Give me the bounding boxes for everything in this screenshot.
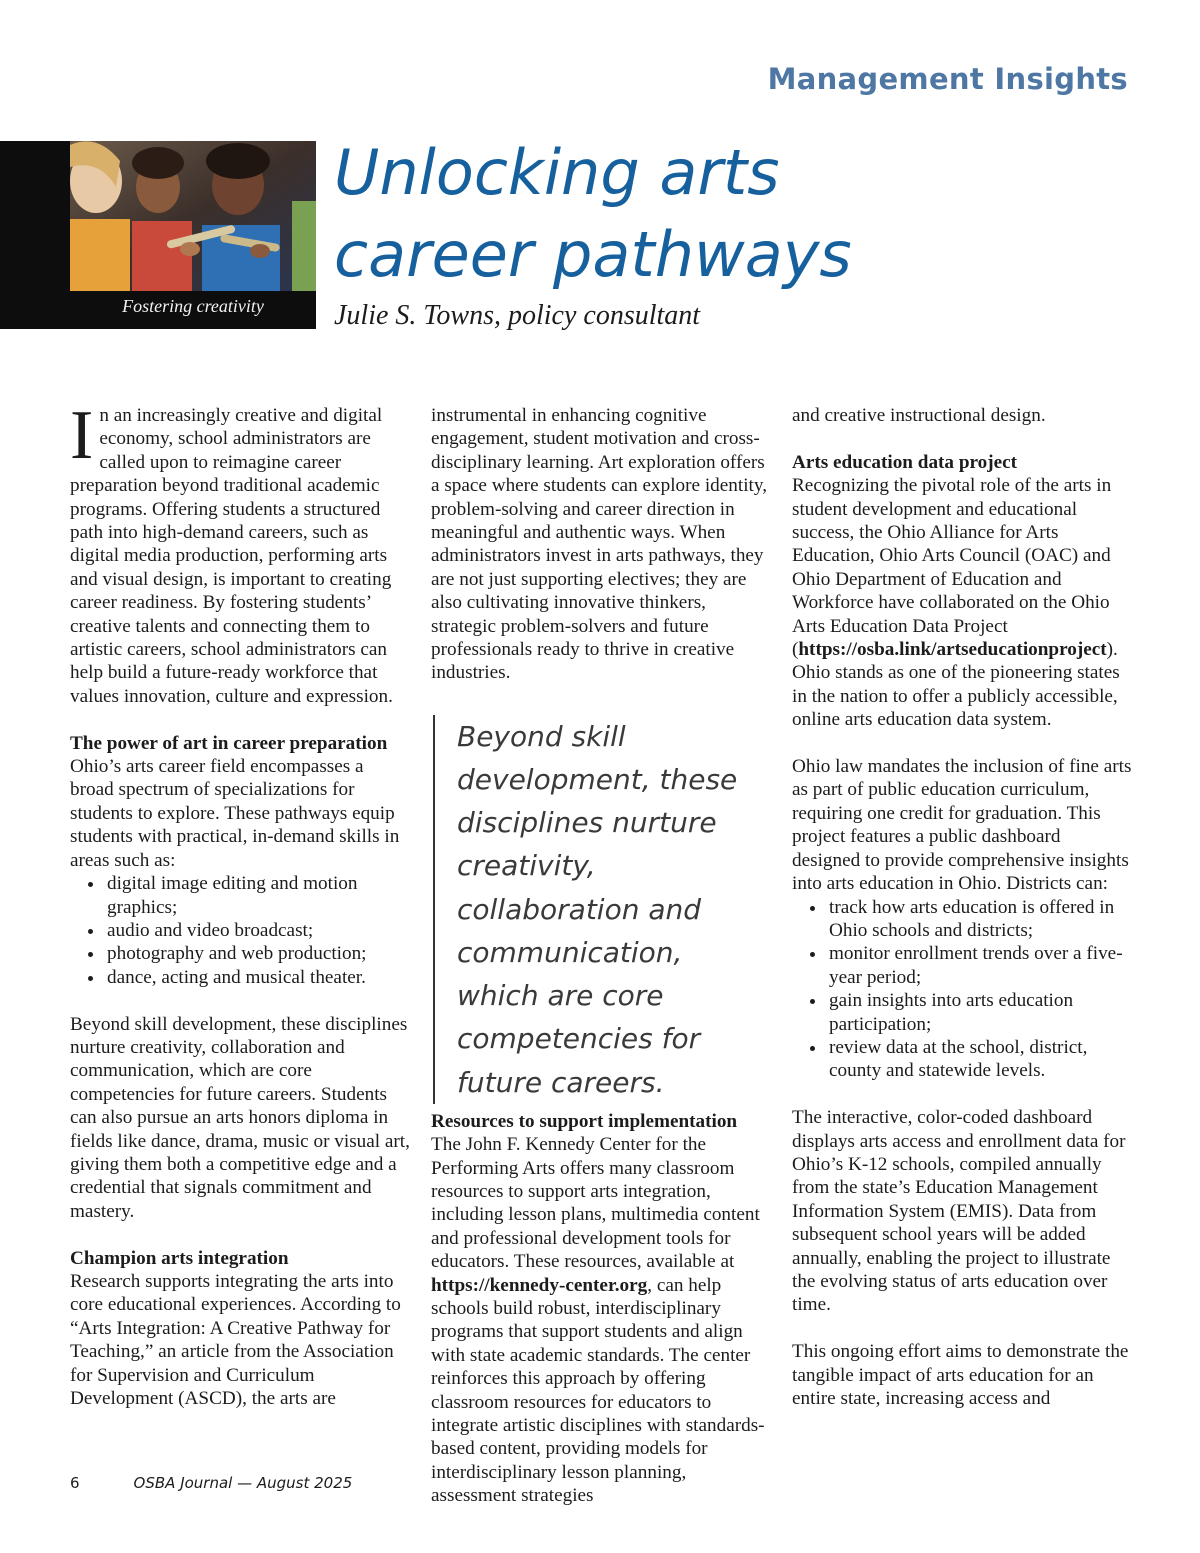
list-item: • audio and video broadcast;	[105, 919, 410, 942]
continuation-paragraph: instrumental in enhancing cognitive engagement, student motivation and cross-disciplinary learning. Art exploration offers a space where students can explore identity, problem-solving and career direction in meaningful and authentic ways. When administrators invest in arts pathways, they are not just supporting electives; they are also cultivating innovative thinkers, strategic problem-solvers and future professionals ready to thrive in creative industries.	[431, 405, 768, 684]
section-heading-data-project: Arts education data project	[792, 451, 1018, 473]
continuation-paragraph: and creative instructional design.	[792, 405, 1046, 426]
section-heading-champion: Champion arts integration	[70, 1247, 289, 1269]
list-item: • monitor enrollment trends over a five-year period;	[827, 942, 1132, 989]
data-text-b: ). Ohio stands as one of the pioneering states in the nation to offer a publicly accessible, online arts education data system.	[792, 639, 1120, 731]
list-item: • dance, acting and musical theater.	[105, 966, 410, 989]
column-1	[70, 397, 410, 1410]
power-paragraph: Ohio’s arts career field encompasses a broad spectrum of specializations for students to explore. These pathways equip students with practical, in-demand skills in areas such as:	[70, 756, 400, 871]
intro-text: n an increasingly creative and digital economy, school administrators are called upon to reimagine career preparation beyond traditional academic programs. Offering students a structured path into high-demand careers, such as digital media production, performing arts and visual design, is important to creating career readiness. By fostering students’ creative talents and connecting them to artistic careers, school administrators can help build a future-ready workforce that values innovation, culture and expression.	[70, 405, 393, 707]
intro-paragraph	[70, 397, 410, 708]
column-2	[431, 404, 771, 1508]
photo-caption: Fostering creativity	[122, 296, 264, 316]
pull-quote: Beyond skill development, these disciplines nurture creativity, collaboration and communication, which are core competencies for future careers.	[433, 715, 771, 1104]
page-number: 6	[70, 1474, 80, 1492]
list-item: • photography and web production;	[105, 942, 410, 965]
page-footer	[70, 1474, 352, 1492]
data-text-a: Recognizing the pivotal role of the arts in student development and educational success, the Ohio Alliance for Arts Education, Ohio Arts Council (OAC) and Ohio Department of Education and Workforce have collaborated on the Ohio Arts Education Data Project (	[792, 475, 1112, 661]
beyond-paragraph: Beyond skill development, these disciplines nurture creativity, collaboration and communication, which are core competencies for future careers. Students can also pursue an arts honors diploma in fields like dance, drama, music or visual art, giving them both a competitive edge and a credential that signals commitment and mastery.	[70, 1013, 410, 1222]
drop-cap: I	[70, 397, 94, 474]
law-paragraph: Ohio law mandates the inclusion of fine arts as part of public education curriculum, requiring one credit for graduation. This project features a public dashboard designed to provide comprehensive insights into arts education in Ohio. Districts can:	[792, 756, 1132, 895]
byline: Julie S. Towns, policy consultant	[334, 300, 701, 331]
section-label: Management Insights	[767, 62, 1128, 96]
list-item: • gain insights into arts education participation;	[827, 989, 1132, 1036]
skills-list	[70, 872, 410, 989]
ongoing-paragraph: This ongoing effort aims to demonstrate the tangible impact of arts education for an entire state, increasing access and	[792, 1341, 1129, 1409]
section-heading-resources: Resources to support implementation	[431, 1110, 738, 1132]
column-3	[792, 404, 1132, 1410]
list-item: • track how arts education is offered in Ohio schools and districts;	[827, 896, 1132, 943]
osba-link[interactable]: https://osba.link/artseducationproject	[798, 639, 1107, 661]
resources-text-b: , can help schools build robust, interdisciplinary programs that support students and align with state academic standards. The center reinforces this approach by offering classroom resources for educators to integrate artistic disciplines with standards-based content, providing models for interdisciplinary lesson planning, assessment strategies	[431, 1274, 765, 1507]
article-title-line-1: Unlocking arts	[334, 136, 780, 209]
article-title-line-2: career pathways	[334, 218, 852, 291]
article-title	[334, 132, 852, 296]
dashboard-paragraph: The interactive, color-coded dashboard displays arts access and enrollment data for Ohio’s K-12 schools, compiled annually from the state’s Education Management Information System (EMIS). Data from subsequent school years will be added annually, enabling the project to illustrate the evolving status of arts education over time.	[792, 1107, 1126, 1316]
publication-name: OSBA Journal — August 2025	[133, 1474, 353, 1492]
children-playing-instruments-image	[70, 141, 316, 291]
district-capabilities-list	[792, 896, 1132, 1083]
resources-paragraph	[431, 1133, 771, 1508]
kennedy-center-link[interactable]: https://kennedy-center.org	[431, 1274, 648, 1296]
champion-paragraph: Research supports integrating the arts into core educational experiences. According to “Arts Integration: A Creative Pathway for Teaching,” an article from the Association for Supervision and Curriculum Development (ASCD), the arts are	[70, 1270, 401, 1410]
article-photo	[70, 141, 316, 291]
section-heading-power: The power of art in career preparation	[70, 732, 388, 754]
data-project-paragraph	[792, 474, 1132, 731]
resources-text-a: The John F. Kennedy Center for the Performing Arts offers many classroom resources to support arts integration, including lesson plans, multimedia content and professional development tools for educators. These resources, available at	[431, 1134, 760, 1273]
list-item: • digital image editing and motion graphics;	[105, 872, 410, 919]
list-item: • review data at the school, district, county and statewide levels.	[827, 1036, 1132, 1083]
